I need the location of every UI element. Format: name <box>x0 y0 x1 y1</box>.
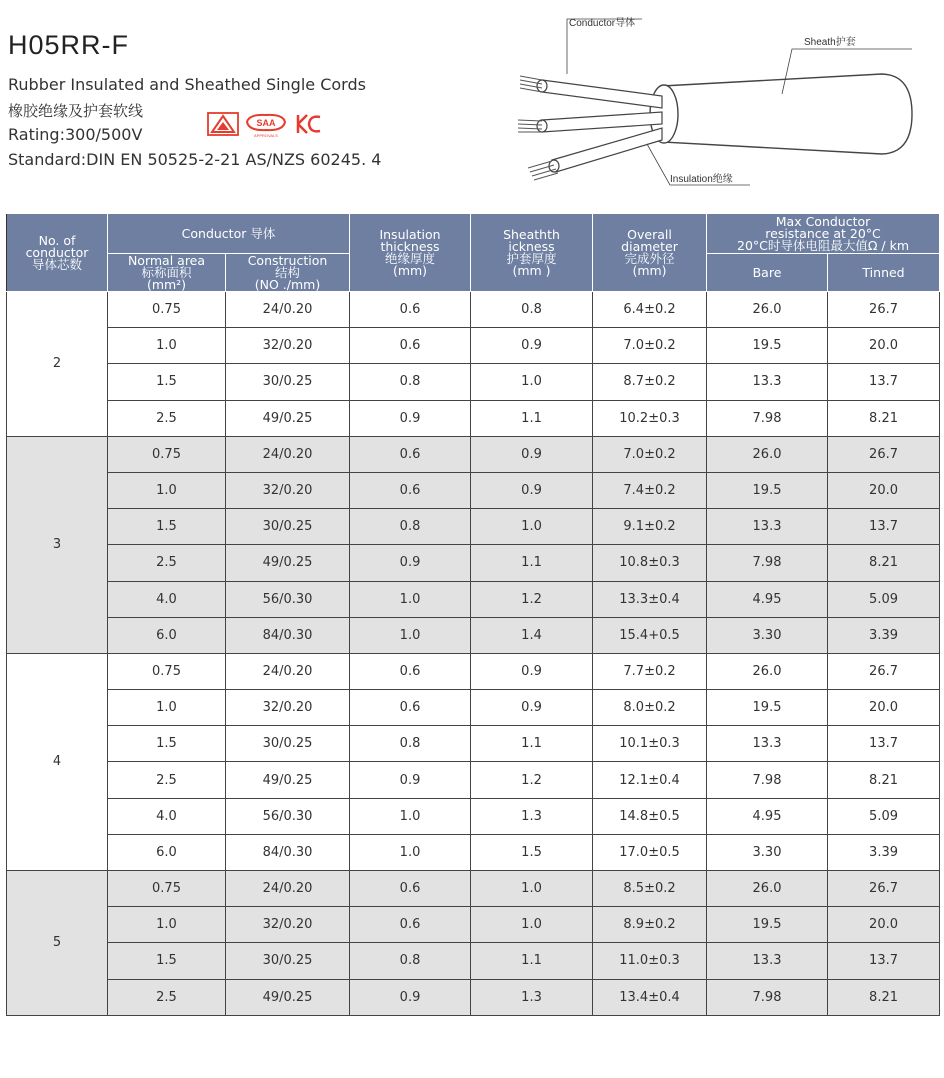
normal-area-cell: 1.0 <box>108 907 226 943</box>
insulation-cell: 1.0 <box>350 617 471 653</box>
construction-cell: 24/0.20 <box>226 436 350 472</box>
sheath-cell: 1.1 <box>471 545 593 581</box>
table-row <box>7 907 940 943</box>
construction-cell: 84/0.30 <box>226 617 350 653</box>
table-row <box>7 943 940 979</box>
table-row <box>7 509 940 545</box>
insulation-cell: 0.6 <box>350 653 471 689</box>
bare-resistance-cell: 26.0 <box>707 436 828 472</box>
header-normal-area: Normal area 标称面积 (mm²) <box>108 254 226 292</box>
tinned-resistance-cell: 8.21 <box>828 979 940 1015</box>
table-row <box>7 762 940 798</box>
header-construction: Construction 结构 (NO ./mm) <box>226 254 350 292</box>
bare-resistance-cell: 19.5 <box>707 328 828 364</box>
normal-area-cell: 0.75 <box>108 436 226 472</box>
sheath-cell: 0.9 <box>471 328 593 364</box>
bare-resistance-cell: 13.3 <box>707 364 828 400</box>
table-row <box>7 292 940 328</box>
cable-core-bottom <box>528 128 662 180</box>
conductor-label: Conductor导体 <box>569 18 636 29</box>
bare-resistance-cell: 13.3 <box>707 509 828 545</box>
overall-diameter-cell: 7.0±0.2 <box>593 436 707 472</box>
construction-cell: 24/0.20 <box>226 292 350 328</box>
construction-cell: 24/0.20 <box>226 871 350 907</box>
insulation-cell: 0.6 <box>350 436 471 472</box>
sheath-cell: 1.1 <box>471 726 593 762</box>
construction-cell: 30/0.25 <box>226 364 350 400</box>
cable-core-top <box>520 76 662 108</box>
normal-area-cell: 0.75 <box>108 653 226 689</box>
normal-area-cell: 2.5 <box>108 400 226 436</box>
normal-area-cell: 1.5 <box>108 726 226 762</box>
overall-diameter-cell: 8.0±0.2 <box>593 690 707 726</box>
construction-cell: 32/0.20 <box>226 472 350 508</box>
bare-resistance-cell: 13.3 <box>707 726 828 762</box>
normal-area-cell: 6.0 <box>108 834 226 870</box>
overall-diameter-cell: 6.4±0.2 <box>593 292 707 328</box>
overall-diameter-cell: 12.1±0.4 <box>593 762 707 798</box>
header-overall-diameter: Overall diameter 完成外径 (mm) <box>593 214 707 292</box>
insulation-cell: 0.8 <box>350 726 471 762</box>
insulation-cell: 0.6 <box>350 472 471 508</box>
triangle-cert-logo <box>207 112 239 136</box>
bare-resistance-cell: 4.95 <box>707 581 828 617</box>
bare-resistance-cell: 19.5 <box>707 690 828 726</box>
sheath-cell: 1.1 <box>471 400 593 436</box>
core-count-cell: 2 <box>7 292 108 437</box>
overall-diameter-cell: 13.4±0.4 <box>593 979 707 1015</box>
insulation-cell: 0.9 <box>350 545 471 581</box>
normal-area-cell: 0.75 <box>108 292 226 328</box>
sheath-cell: 1.3 <box>471 979 593 1015</box>
construction-cell: 32/0.20 <box>226 328 350 364</box>
overall-diameter-cell: 8.5±0.2 <box>593 871 707 907</box>
cable-core-middle <box>518 112 662 132</box>
sheath-shape <box>662 74 912 154</box>
header-bare: Bare <box>707 254 828 292</box>
saa-logo-text: SAA <box>256 118 276 128</box>
construction-cell: 32/0.20 <box>226 907 350 943</box>
bare-resistance-cell: 3.30 <box>707 617 828 653</box>
normal-area-cell: 4.0 <box>108 581 226 617</box>
sheath-cell: 0.8 <box>471 292 593 328</box>
table-row <box>7 726 940 762</box>
insulation-cell: 0.6 <box>350 328 471 364</box>
sheath-cell: 1.0 <box>471 509 593 545</box>
tinned-resistance-cell: 5.09 <box>828 581 940 617</box>
construction-cell: 32/0.20 <box>226 690 350 726</box>
insulation-cell: 0.9 <box>350 762 471 798</box>
sheath-cell: 1.0 <box>471 907 593 943</box>
insulation-cell: 0.9 <box>350 979 471 1015</box>
bare-resistance-cell: 7.98 <box>707 400 828 436</box>
table-row <box>7 834 940 870</box>
tinned-resistance-cell: 3.39 <box>828 834 940 870</box>
table-row <box>7 871 940 907</box>
table-row <box>7 798 940 834</box>
table-row <box>7 690 940 726</box>
tinned-resistance-cell: 20.0 <box>828 690 940 726</box>
insulation-cell: 0.6 <box>350 690 471 726</box>
product-subtitle-cn: 橡胶绝缘及护套软线 <box>8 102 144 120</box>
sheath-cell: 0.9 <box>471 690 593 726</box>
bare-resistance-cell: 13.3 <box>707 943 828 979</box>
construction-cell: 24/0.20 <box>226 653 350 689</box>
product-subtitle: Rubber Insulated and Sheathed Single Cords <box>8 75 366 94</box>
tinned-resistance-cell: 20.0 <box>828 907 940 943</box>
normal-area-cell: 1.5 <box>108 364 226 400</box>
normal-area-cell: 6.0 <box>108 617 226 653</box>
bare-resistance-cell: 19.5 <box>707 472 828 508</box>
rating-text: Rating:300/500V <box>8 125 143 144</box>
sheath-cell: 1.2 <box>471 581 593 617</box>
tinned-resistance-cell: 5.09 <box>828 798 940 834</box>
tinned-resistance-cell: 8.21 <box>828 545 940 581</box>
normal-area-cell: 2.5 <box>108 979 226 1015</box>
normal-area-cell: 1.0 <box>108 690 226 726</box>
sheath-cell: 0.9 <box>471 436 593 472</box>
sheath-cell: 1.2 <box>471 762 593 798</box>
standard-text: Standard:DIN EN 50525-2-21 AS/NZS 60245. 4 <box>8 150 382 169</box>
bare-resistance-cell: 7.98 <box>707 545 828 581</box>
overall-diameter-cell: 7.7±0.2 <box>593 653 707 689</box>
header-resistance-group: Max Conductor resistance at 20°C 20°C时导体电阻最大值Ω / km <box>707 214 940 254</box>
bare-resistance-cell: 4.95 <box>707 798 828 834</box>
normal-area-cell: 0.75 <box>108 871 226 907</box>
insulation-cell: 1.0 <box>350 834 471 870</box>
bare-resistance-cell: 26.0 <box>707 653 828 689</box>
overall-diameter-cell: 14.8±0.5 <box>593 798 707 834</box>
table-row <box>7 581 940 617</box>
core-count-cell: 5 <box>7 871 108 1016</box>
header-no-of-conductor: No. of conductor 导体芯数 <box>7 214 108 292</box>
core-count-cell: 3 <box>7 436 108 653</box>
overall-diameter-cell: 8.9±0.2 <box>593 907 707 943</box>
normal-area-cell: 1.5 <box>108 509 226 545</box>
table-row <box>7 328 940 364</box>
normal-area-cell: 4.0 <box>108 798 226 834</box>
sheath-cell: 0.9 <box>471 472 593 508</box>
sheath-cell: 1.0 <box>471 364 593 400</box>
construction-cell: 49/0.25 <box>226 979 350 1015</box>
insulation-cell: 0.6 <box>350 907 471 943</box>
tinned-resistance-cell: 13.7 <box>828 509 940 545</box>
construction-cell: 56/0.30 <box>226 798 350 834</box>
overall-diameter-cell: 11.0±0.3 <box>593 943 707 979</box>
construction-cell: 56/0.30 <box>226 581 350 617</box>
normal-area-cell: 1.5 <box>108 943 226 979</box>
header-conductor-group: Conductor 导体 <box>108 214 350 254</box>
page-title: H05RR-F <box>8 30 130 60</box>
overall-diameter-cell: 10.1±0.3 <box>593 726 707 762</box>
tinned-resistance-cell: 20.0 <box>828 472 940 508</box>
construction-cell: 30/0.25 <box>226 726 350 762</box>
table-row <box>7 472 940 508</box>
normal-area-cell: 1.0 <box>108 328 226 364</box>
table-row <box>7 400 940 436</box>
header-sheath: Sheathth ickness 护套厚度 (mm ) <box>471 214 593 292</box>
overall-diameter-cell: 13.3±0.4 <box>593 581 707 617</box>
overall-diameter-cell: 10.8±0.3 <box>593 545 707 581</box>
saa-logo <box>243 112 289 138</box>
header-insulation: Insulation thickness 绝缘厚度 (mm) <box>350 214 471 292</box>
insulation-cell: 0.9 <box>350 400 471 436</box>
sheath-cell: 1.0 <box>471 871 593 907</box>
table-row <box>7 364 940 400</box>
sheath-label: Sheath护套 <box>804 37 856 48</box>
cable-diagram <box>512 14 932 194</box>
construction-cell: 30/0.25 <box>226 943 350 979</box>
table-row <box>7 979 940 1015</box>
tinned-resistance-cell: 26.7 <box>828 871 940 907</box>
construction-cell: 49/0.25 <box>226 762 350 798</box>
insulation-cell: 0.8 <box>350 364 471 400</box>
overall-diameter-cell: 8.7±0.2 <box>593 364 707 400</box>
sheath-cell: 1.3 <box>471 798 593 834</box>
sheath-cell: 1.1 <box>471 943 593 979</box>
tinned-resistance-cell: 13.7 <box>828 726 940 762</box>
spec-table <box>6 213 940 1016</box>
overall-diameter-cell: 9.1±0.2 <box>593 509 707 545</box>
construction-cell: 84/0.30 <box>226 834 350 870</box>
tinned-resistance-cell: 20.0 <box>828 328 940 364</box>
table-row <box>7 617 940 653</box>
insulation-cell: 0.8 <box>350 509 471 545</box>
tinned-resistance-cell: 26.7 <box>828 292 940 328</box>
construction-cell: 49/0.25 <box>226 545 350 581</box>
normal-area-cell: 2.5 <box>108 545 226 581</box>
insulation-cell: 1.0 <box>350 581 471 617</box>
overall-diameter-cell: 10.2±0.3 <box>593 400 707 436</box>
tinned-resistance-cell: 26.7 <box>828 653 940 689</box>
bare-resistance-cell: 19.5 <box>707 907 828 943</box>
core-count-cell: 4 <box>7 653 108 870</box>
insulation-cell: 1.0 <box>350 798 471 834</box>
bare-resistance-cell: 26.0 <box>707 292 828 328</box>
overall-diameter-cell: 7.0±0.2 <box>593 328 707 364</box>
insulation-cell: 0.6 <box>350 292 471 328</box>
header-tinned: Tinned <box>828 254 940 292</box>
overall-diameter-cell: 15.4+0.5 <box>593 617 707 653</box>
saa-logo-caption: APPROVALS <box>254 133 278 138</box>
sheath-cell: 0.9 <box>471 653 593 689</box>
tinned-resistance-cell: 8.21 <box>828 400 940 436</box>
tinned-resistance-cell: 26.7 <box>828 436 940 472</box>
table-row <box>7 545 940 581</box>
bare-resistance-cell: 3.30 <box>707 834 828 870</box>
construction-cell: 30/0.25 <box>226 509 350 545</box>
construction-cell: 49/0.25 <box>226 400 350 436</box>
kc-logo <box>293 112 323 136</box>
tinned-resistance-cell: 8.21 <box>828 762 940 798</box>
overall-diameter-cell: 7.4±0.2 <box>593 472 707 508</box>
insulation-cell: 0.8 <box>350 943 471 979</box>
bare-resistance-cell: 26.0 <box>707 871 828 907</box>
table-row <box>7 653 940 689</box>
tinned-resistance-cell: 3.39 <box>828 617 940 653</box>
bare-resistance-cell: 7.98 <box>707 762 828 798</box>
sheath-cell: 1.5 <box>471 834 593 870</box>
normal-area-cell: 1.0 <box>108 472 226 508</box>
normal-area-cell: 2.5 <box>108 762 226 798</box>
bare-resistance-cell: 7.98 <box>707 979 828 1015</box>
insulation-label: Insulation绝缘 <box>670 174 733 185</box>
sheath-cell: 1.4 <box>471 617 593 653</box>
tinned-resistance-cell: 13.7 <box>828 943 940 979</box>
insulation-cell: 0.6 <box>350 871 471 907</box>
tinned-resistance-cell: 13.7 <box>828 364 940 400</box>
table-row <box>7 436 940 472</box>
overall-diameter-cell: 17.0±0.5 <box>593 834 707 870</box>
